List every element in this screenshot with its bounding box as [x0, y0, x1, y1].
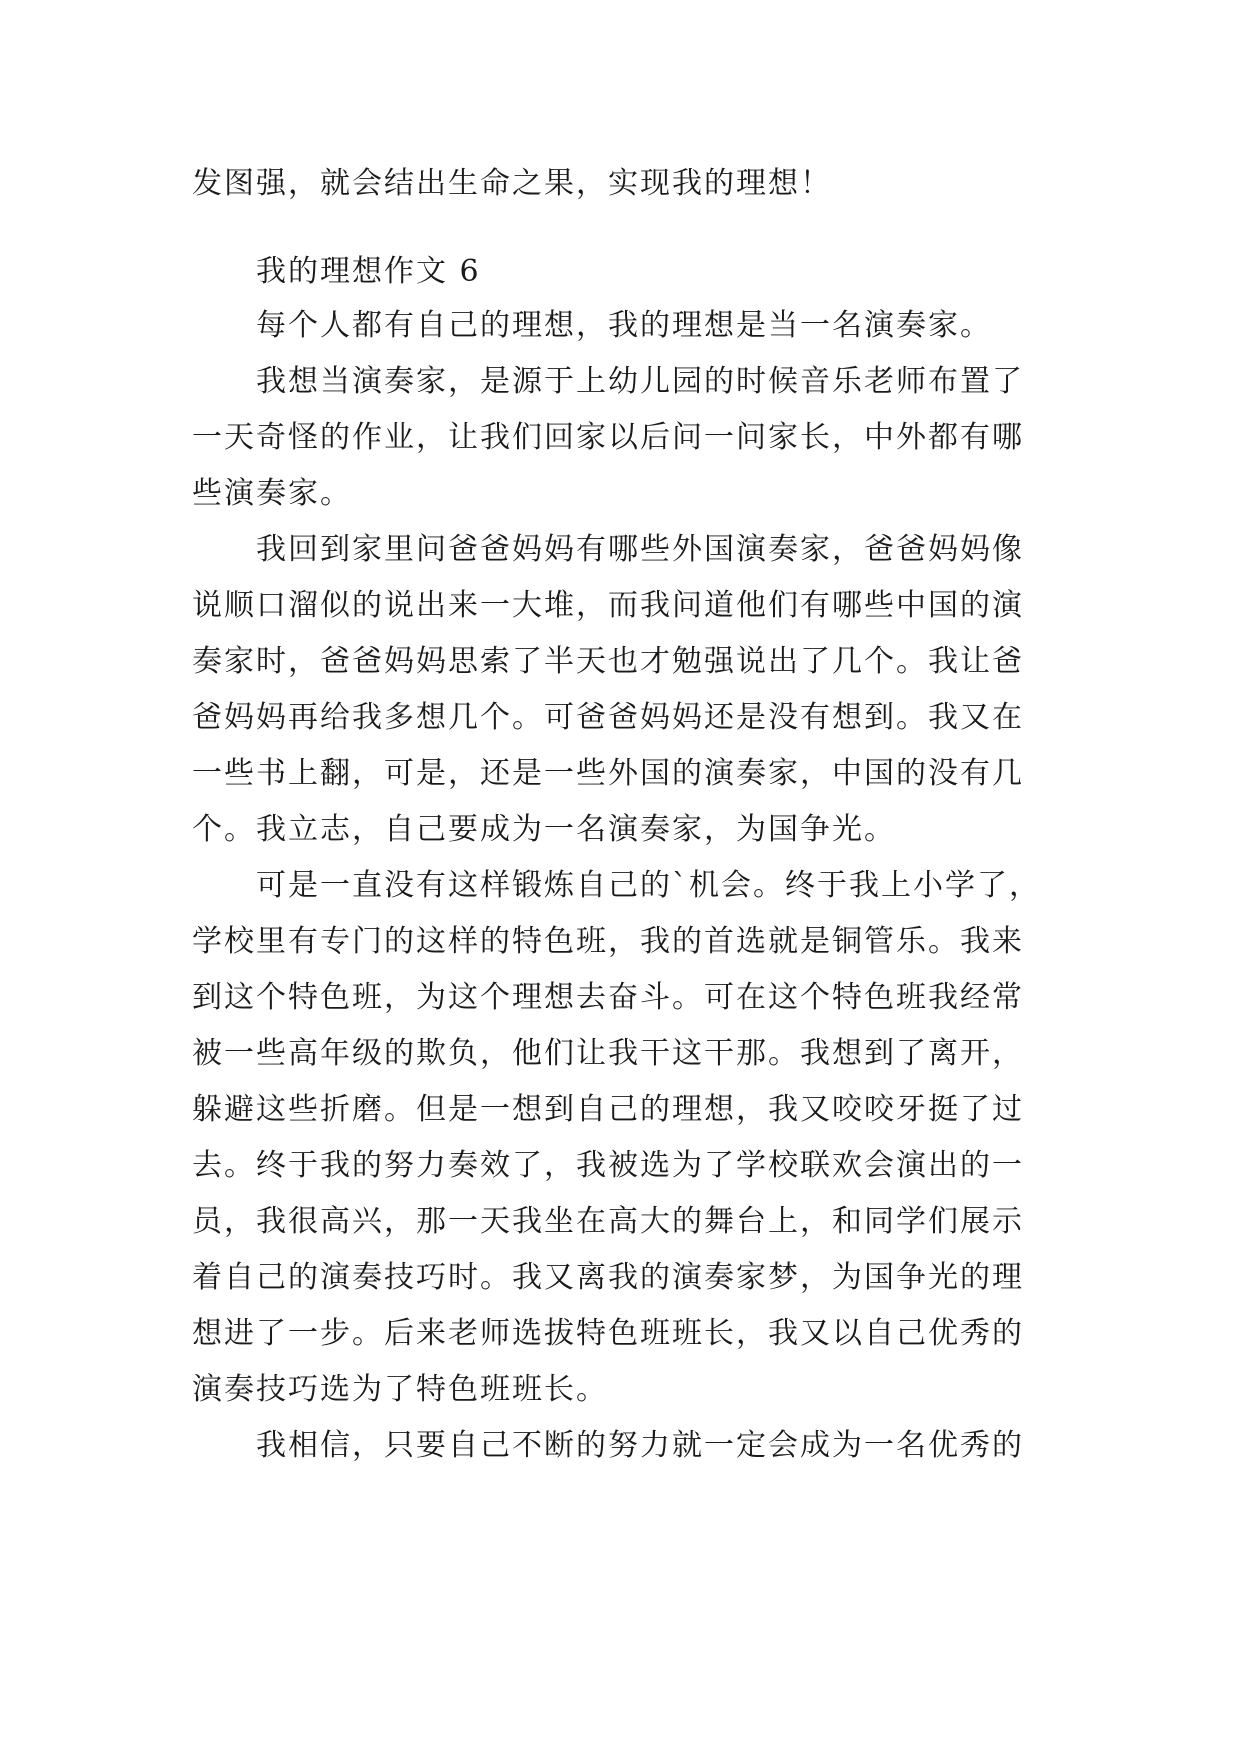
paragraph-5-line-1: 我相信，只要自己不断的努力就一定会成为一名优秀的: [256, 1428, 1024, 1463]
paragraph-3-line-5: 一些书上翻，可是，还是一些外国的演奏家，中国的没有几: [192, 756, 1024, 791]
paragraph-4-line-2: 学校里有专门的这样的特色班，我的首选就是铜管乐。我来: [192, 924, 1024, 959]
paragraph-4-line-5: 躲避这些折磨。但是一想到自己的理想，我又咬咬牙挺了过: [192, 1092, 1024, 1127]
paragraph-4-line-7: 员，我很高兴，那一天我坐在高大的舞台上，和同学们展示: [192, 1204, 1024, 1239]
paragraph-3-line-4: 爸妈妈再给我多想几个。可爸爸妈妈还是没有想到。我又在: [192, 700, 1024, 735]
essay-title: 我的理想作文 6: [256, 254, 481, 289]
paragraph-3-line-6: 个。我立志，自己要成为一名演奏家，为国争光。: [192, 812, 896, 847]
text-line-1: 发图强，就会结出生命之果，实现我的理想！: [192, 166, 832, 201]
paragraph-4-line-10: 演奏技巧选为了特色班班长。: [192, 1372, 608, 1407]
paragraph-4-line-1: 可是一直没有这样锻炼自己的`机会。终于我上小学了，: [256, 868, 1041, 903]
paragraph-1-line-1: 每个人都有自己的理想，我的理想是当一名演奏家。: [256, 308, 992, 343]
paragraph-3-line-2: 说顺口溜似的说出来一大堆，而我问道他们有哪些中国的演: [192, 588, 1024, 623]
paragraph-4-line-8: 着自己的演奏技巧时。我又离我的演奏家梦，为国争光的理: [192, 1260, 1024, 1295]
paragraph-2-line-1: 我想当演奏家，是源于上幼儿园的时候音乐老师布置了: [256, 364, 1024, 399]
paragraph-2-line-3: 些演奏家。: [192, 476, 352, 511]
paragraph-4-line-9: 想进了一步。后来老师选拔特色班班长，我又以自己优秀的: [192, 1316, 1024, 1351]
paragraph-2-line-2: 一天奇怪的作业，让我们回家以后问一问家长，中外都有哪: [192, 420, 1024, 455]
paragraph-3-line-3: 奏家时，爸爸妈妈思索了半天也才勉强说出了几个。我让爸: [192, 644, 1024, 679]
paragraph-4-line-4: 被一些高年级的欺负，他们让我干这干那。我想到了离开，: [192, 1036, 1024, 1071]
paragraph-4-line-6: 去。终于我的努力奏效了，我被选为了学校联欢会演出的一: [192, 1148, 1024, 1183]
paragraph-4-line-3: 到这个特色班，为这个理想去奋斗。可在这个特色班我经常: [192, 980, 1024, 1015]
paragraph-3-line-1: 我回到家里问爸爸妈妈有哪些外国演奏家，爸爸妈妈像: [256, 532, 1024, 567]
